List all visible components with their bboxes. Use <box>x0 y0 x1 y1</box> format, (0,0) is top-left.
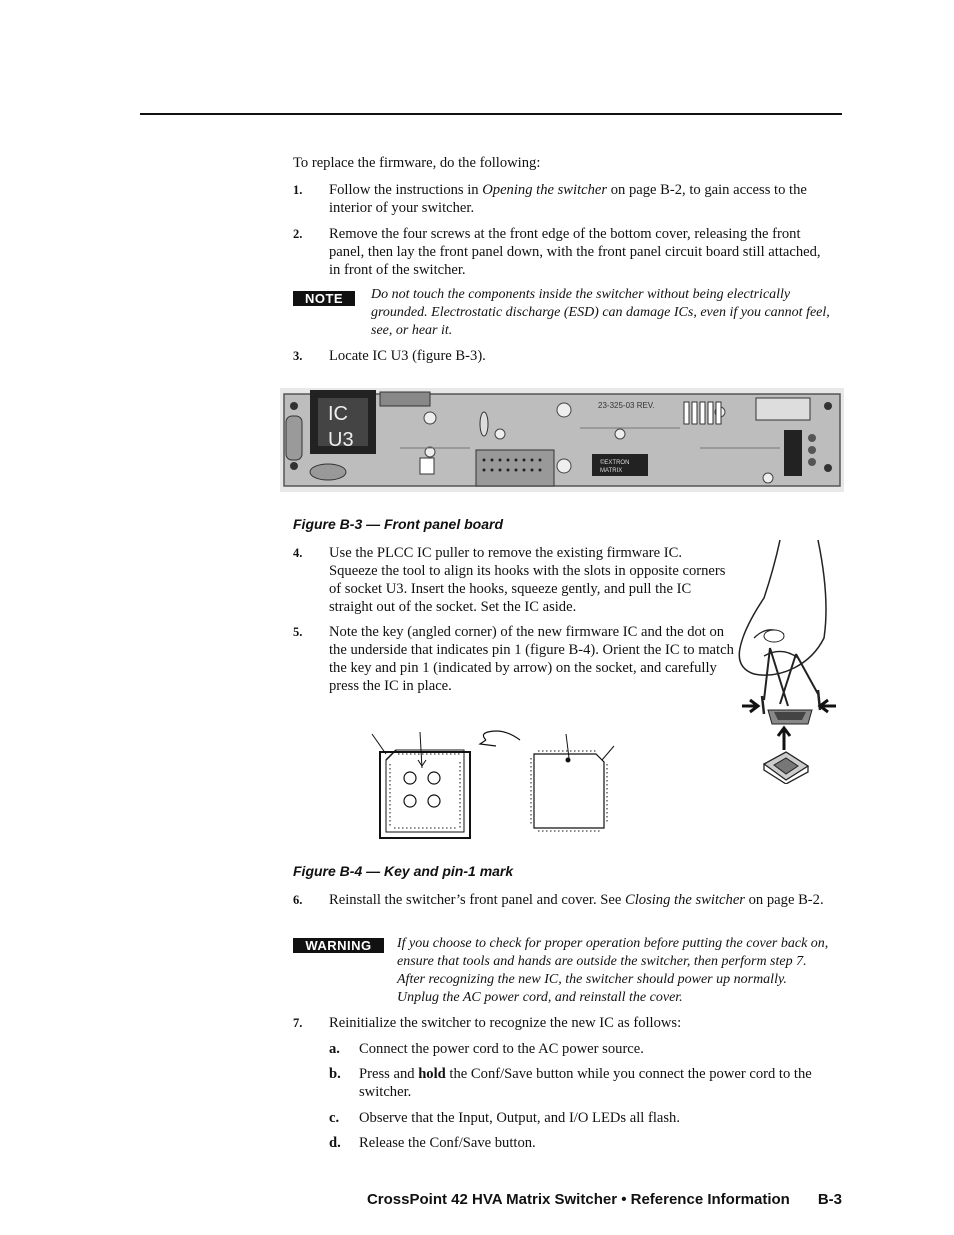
link-opening-switcher: Opening the switcher <box>482 182 608 198</box>
note-badge: NOTE <box>293 291 355 306</box>
step-number: 1. <box>293 183 303 197</box>
step-number: 2. <box>293 227 303 241</box>
chip-text-1: ©EXTRON <box>600 460 630 466</box>
step-text: Follow the instructions in Opening the switcher on page B-2, to gain access to the interior of your switcher. <box>329 182 807 216</box>
step-number: 7. <box>293 1016 303 1030</box>
link-closing-switcher: Closing the switcher <box>624 892 745 908</box>
substep-text: Release the Conf/Save button. <box>359 1135 536 1151</box>
step-text: Remove the four screws at the front edge of the bottom cover, releasing the front panel, then lay the front panel down, with the front panel circuit board still attached, in front of the switcher. <box>329 226 821 278</box>
step-text: Reinitialize the switcher to recognize the new IC as follows: <box>329 1015 682 1031</box>
chip-text-2: MATRIX <box>600 468 623 474</box>
substep-letter: a. <box>329 1041 340 1057</box>
ic-puller-illustration <box>734 538 844 784</box>
substep-text: Observe that the Input, Output, and I/O LEDs all flash. <box>359 1110 680 1126</box>
warning-text: If you choose to check for proper operation before putting the cover back on, ensure that tools and hands are outside the switcher, then perform step 7. After recognizing the new IC, the switcher should power up normally. Unplug the AC power cord, and reinstall the cover. <box>397 936 829 1005</box>
substep-letter: c. <box>329 1110 340 1126</box>
ic-label-line-1: IC <box>328 403 348 425</box>
figure-b3-caption: Figure B-3 — Front panel board <box>293 516 504 532</box>
page-footer <box>0 1191 842 1209</box>
page-number: B-3 <box>817 1191 842 1208</box>
substep-letter: b. <box>329 1066 341 1082</box>
step-number: 6. <box>293 893 303 907</box>
substep-text: Press and hold the Conf/Save button while you connect the power cord to the switcher. <box>359 1066 812 1100</box>
board-part-number: 23-325-03 REV. <box>598 401 655 410</box>
intro-text: To replace the firmware, do the following: <box>293 155 541 171</box>
header-rule <box>140 113 842 115</box>
step-number: 4. <box>293 546 303 560</box>
substep-letter: d. <box>329 1135 341 1151</box>
substep-text: Connect the power cord to the AC power source. <box>359 1041 644 1057</box>
step-number: 3. <box>293 349 303 363</box>
step-text: Reinstall the switcher’s front panel and cover. See Closing the switcher on page B-2. <box>329 892 824 908</box>
step-text: Use the PLCC IC puller to remove the existing firmware IC. Squeeze the tool to align its hooks with the slots in opposite corners of socket U3. Insert the hooks, squeeze gently, and pull the IC straight out of the socket. Set the IC aside. <box>329 545 726 615</box>
ic-label-line-2: U3 <box>328 429 354 451</box>
warning-badge: WARNING <box>293 938 384 953</box>
key-pin1-figure <box>368 724 620 842</box>
step-text: Note the key (angled corner) of the new firmware IC and the dot on the underside that indicates pin 1 (figure B-4). Orient the IC to match the key and pin 1 (indicated by arrow) on the socket, and carefully press the IC in place. <box>329 624 734 694</box>
note-text: Do not touch the components inside the switcher without being electrically grounded. Electrostatic discharge (ESD) can damage ICs, even if you cannot feel, see, or hear it. <box>371 287 830 338</box>
figure-b4-caption: Figure B-4 — Key and pin-1 mark <box>293 863 514 879</box>
step-number: 5. <box>293 625 303 639</box>
front-panel-board-figure <box>280 388 844 492</box>
step-text: Locate IC U3 (figure B-3). <box>329 348 486 364</box>
footer-title: CrossPoint 42 HVA Matrix Switcher • Reference Information <box>366 1191 790 1208</box>
